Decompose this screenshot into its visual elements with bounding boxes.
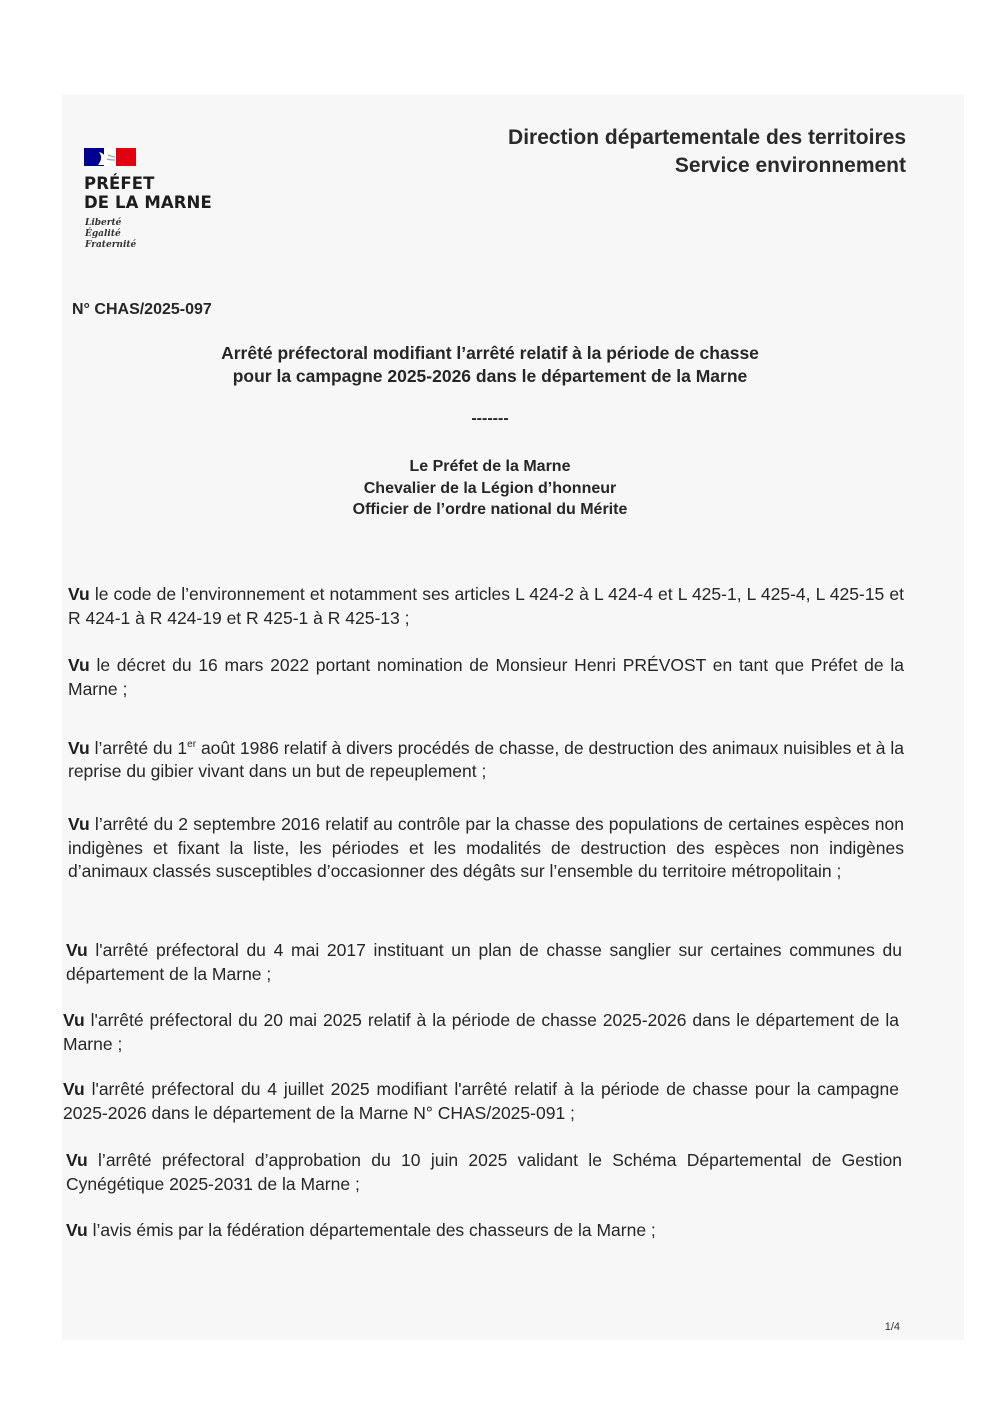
prefet-line2: Chevalier de la Légion d’honneur	[363, 479, 617, 497]
considerant-text-after: août 1986 relatif à divers procédés de chasse, de destruction des animaux nuisibles et à la reprise du gibier vivant dans un but de repeuplement ;	[68, 737, 904, 782]
considerant-superscript: er	[187, 739, 197, 750]
republic-motto	[85, 218, 136, 251]
considerant-lead: Vu	[66, 1220, 88, 1240]
title-line2: pour la campagne 2025-2026 dans le département de la Marne	[232, 366, 748, 386]
marianne-flag-icon	[84, 148, 136, 166]
motto-fraternite: Fraternité	[85, 240, 137, 250]
considerant-lead: Vu	[63, 1010, 85, 1030]
considerant-lead: Vu	[66, 940, 88, 960]
title-separator: -------	[471, 410, 509, 427]
motto-egalite: Égalité	[85, 229, 121, 239]
considerant-text: le décret du 16 mars 2022 portant nomination de Monsieur Henri PRÉVOST en tant que Préfet de la Marne ;	[68, 655, 904, 699]
considerant-lead: Vu	[68, 814, 90, 834]
considerant-lead: Vu	[68, 655, 90, 675]
prefecture-line2: DE LA MARNE	[84, 193, 212, 212]
department-header	[508, 124, 906, 180]
title-line1: Arrêté préfectoral modifiant l’arrêté relatif à la période de chasse	[221, 343, 759, 363]
considerant-paragraph	[68, 583, 904, 630]
prefecture-line1: PRÉFET	[84, 174, 155, 193]
considerant-paragraph	[66, 1219, 902, 1243]
considerant-text: l'arrêté préfectoral du 4 juillet 2025 modifiant l'arrêté relatif à la période de chasse pour la campagne 2025-2026 dans le département de la Marne N° CHAS/2025-091 ;	[63, 1079, 899, 1123]
considerant-paragraph	[63, 1078, 899, 1125]
considerant-text-before: l’arrêté du 1	[89, 737, 188, 758]
document-title	[100, 342, 880, 388]
considerant-text: l'arrêté préfectoral du 20 mai 2025 relatif à la période de chasse 2025-2026 dans le département de la Marne ;	[63, 1010, 899, 1054]
considerant-lead: Vu	[63, 1079, 85, 1099]
considerant-paragraph	[68, 733, 904, 784]
considerant-paragraph	[66, 939, 902, 986]
considerant-paragraph	[66, 1149, 902, 1196]
direction-name: Direction départementale des territoires	[508, 126, 906, 149]
considerant-text: l’arrêté préfectoral d’approbation du 10 juin 2025 validant le Schéma Départemental de Gestion Cynégétique 2025-2031 de la Marne ;	[66, 1150, 902, 1194]
prefecture-name	[84, 174, 244, 212]
considerant-lead: Vu	[68, 584, 90, 604]
prefet-line1: Le Préfet de la Marne	[409, 458, 571, 475]
considerant-text: le code de l’environnement et notamment ses articles L 424-2 à L 424-4 et L 425-1, L 425-4, L 425-15 et R 424-1 à R 424-19 et R 425-1 à R 425-13 ;	[68, 584, 904, 628]
motto-liberte: Liberté	[85, 218, 122, 228]
prefet-line3: Officier de l’ordre national du Mérite	[352, 501, 628, 518]
considerant-paragraph	[68, 813, 904, 884]
considerant-text: l’arrêté du 2 septembre 2016 relatif au contrôle par la chasse des populations de certaines espèces non indigènes et fixant la liste, les périodes et les modalités de destruction des espèces non indigènes d’animaux classés susceptibles d’occasionner des dégâts sur l’ensemble du territoire métropolitain ;	[68, 814, 904, 881]
considerant-lead: Vu	[66, 1150, 88, 1170]
considerant-paragraph	[68, 654, 904, 701]
prefet-titles	[100, 456, 880, 521]
page-number: 1/4	[884, 1321, 900, 1333]
considerant-lead: Vu	[68, 737, 90, 758]
considerant-paragraph	[63, 1009, 899, 1056]
service-name: Service environnement	[674, 154, 906, 177]
considerant-text: l'arrêté préfectoral du 4 mai 2017 instituant un plan de chasse sanglier sur certaines communes du département de la Marne ;	[66, 940, 902, 984]
considerant-text: l’avis émis par la fédération départementale des chasseurs de la Marne ;	[87, 1220, 656, 1240]
arrete-number: N° CHAS/2025-097	[72, 301, 212, 318]
